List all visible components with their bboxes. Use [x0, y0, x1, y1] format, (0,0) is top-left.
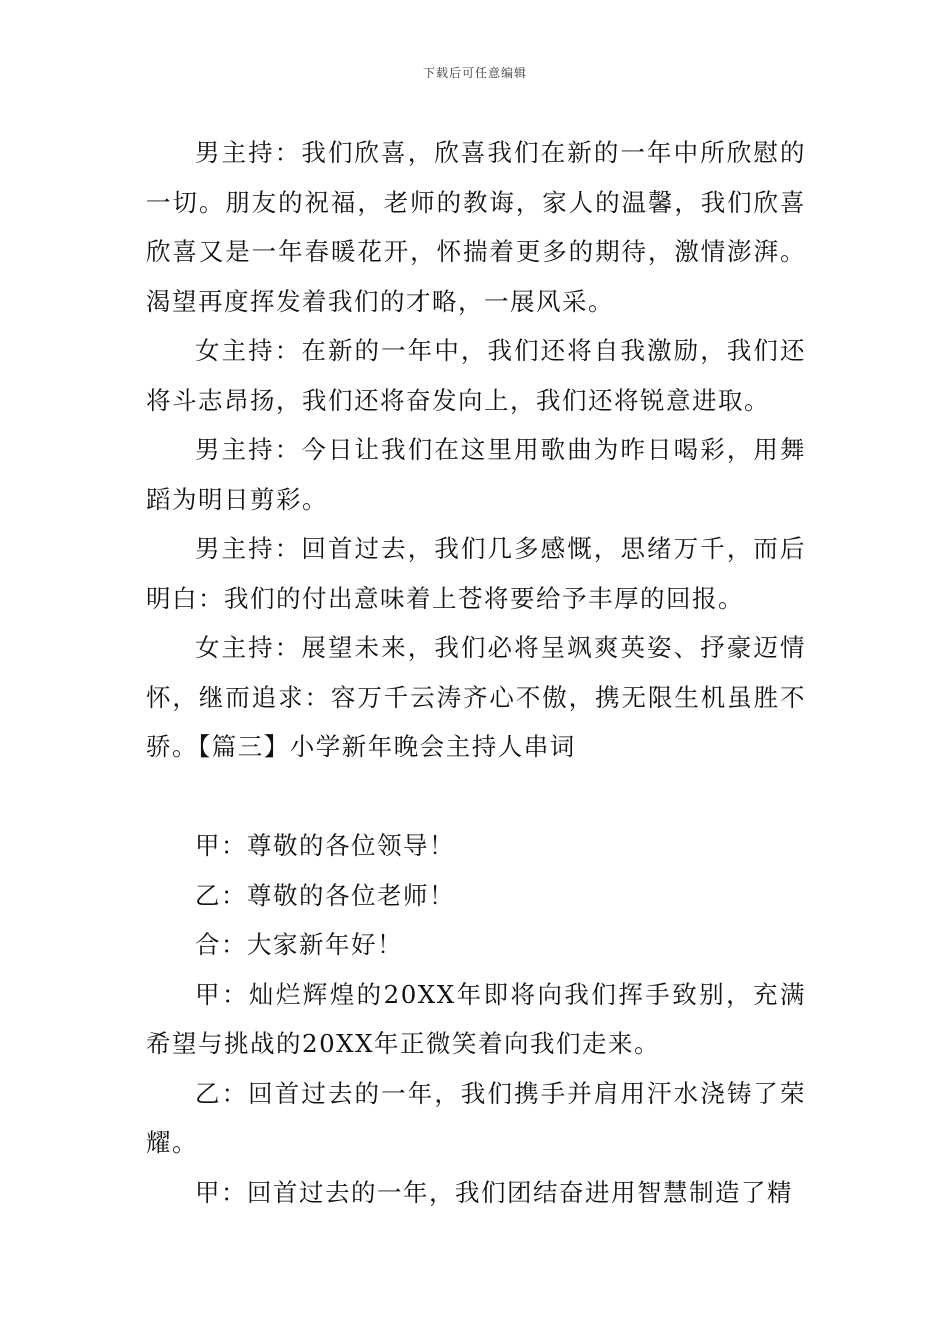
paragraph: 甲：回首过去的一年，我们团结奋进用智慧制造了精	[195, 1177, 793, 1207]
paragraph: 女主持：在新的一年中，我们还将自我激励，我们还将斗志昂扬，我们还将奋发向上，我们还将锐意进取。	[146, 336, 806, 415]
paragraph: 女主持：展望未来，我们必将呈飒爽英姿、抒豪迈情怀，继而追求：容万千云涛齐心不傲，携无限生机虽胜不骄。【篇三】小学新年晚会主持人串词	[146, 633, 806, 761]
page-header: 下载后可任意编辑	[422, 66, 527, 80]
paragraph: 甲：灿烂辉煌的20XX年即将向我们挥手致别，充满希望与挑战的20XX年正微笑着向我们走来。	[146, 979, 806, 1058]
paragraph: 男主持：今日让我们在这里用歌曲为昨日喝彩，用舞蹈为明日剪彩。	[146, 435, 806, 514]
document-body	[146, 128, 806, 1217]
paragraph: 男主持：回首过去，我们几多感慨，思绪万千，而后明白：我们的付出意味着上苍将要给予丰厚的回报。	[146, 534, 806, 613]
paragraph: 甲：尊敬的各位领导！	[195, 831, 455, 860]
paragraph: 乙：尊敬的各位老师！	[195, 880, 455, 910]
paragraph: 男主持：我们欣喜，欣喜我们在新的一年中所欣慰的一切。朋友的祝福，老师的教诲，家人的温馨，我们欣喜欣喜又是一年春暖花开，怀揣着更多的期待，激情澎湃。渴望再度挥发着我们的才略，一展风采。	[146, 138, 806, 316]
paragraph: 乙：回首过去的一年，我们携手并肩用汗水浇铸了荣耀。	[146, 1078, 806, 1157]
blank-line	[146, 772, 806, 822]
paragraph: 合：大家新年好！	[195, 930, 403, 959]
